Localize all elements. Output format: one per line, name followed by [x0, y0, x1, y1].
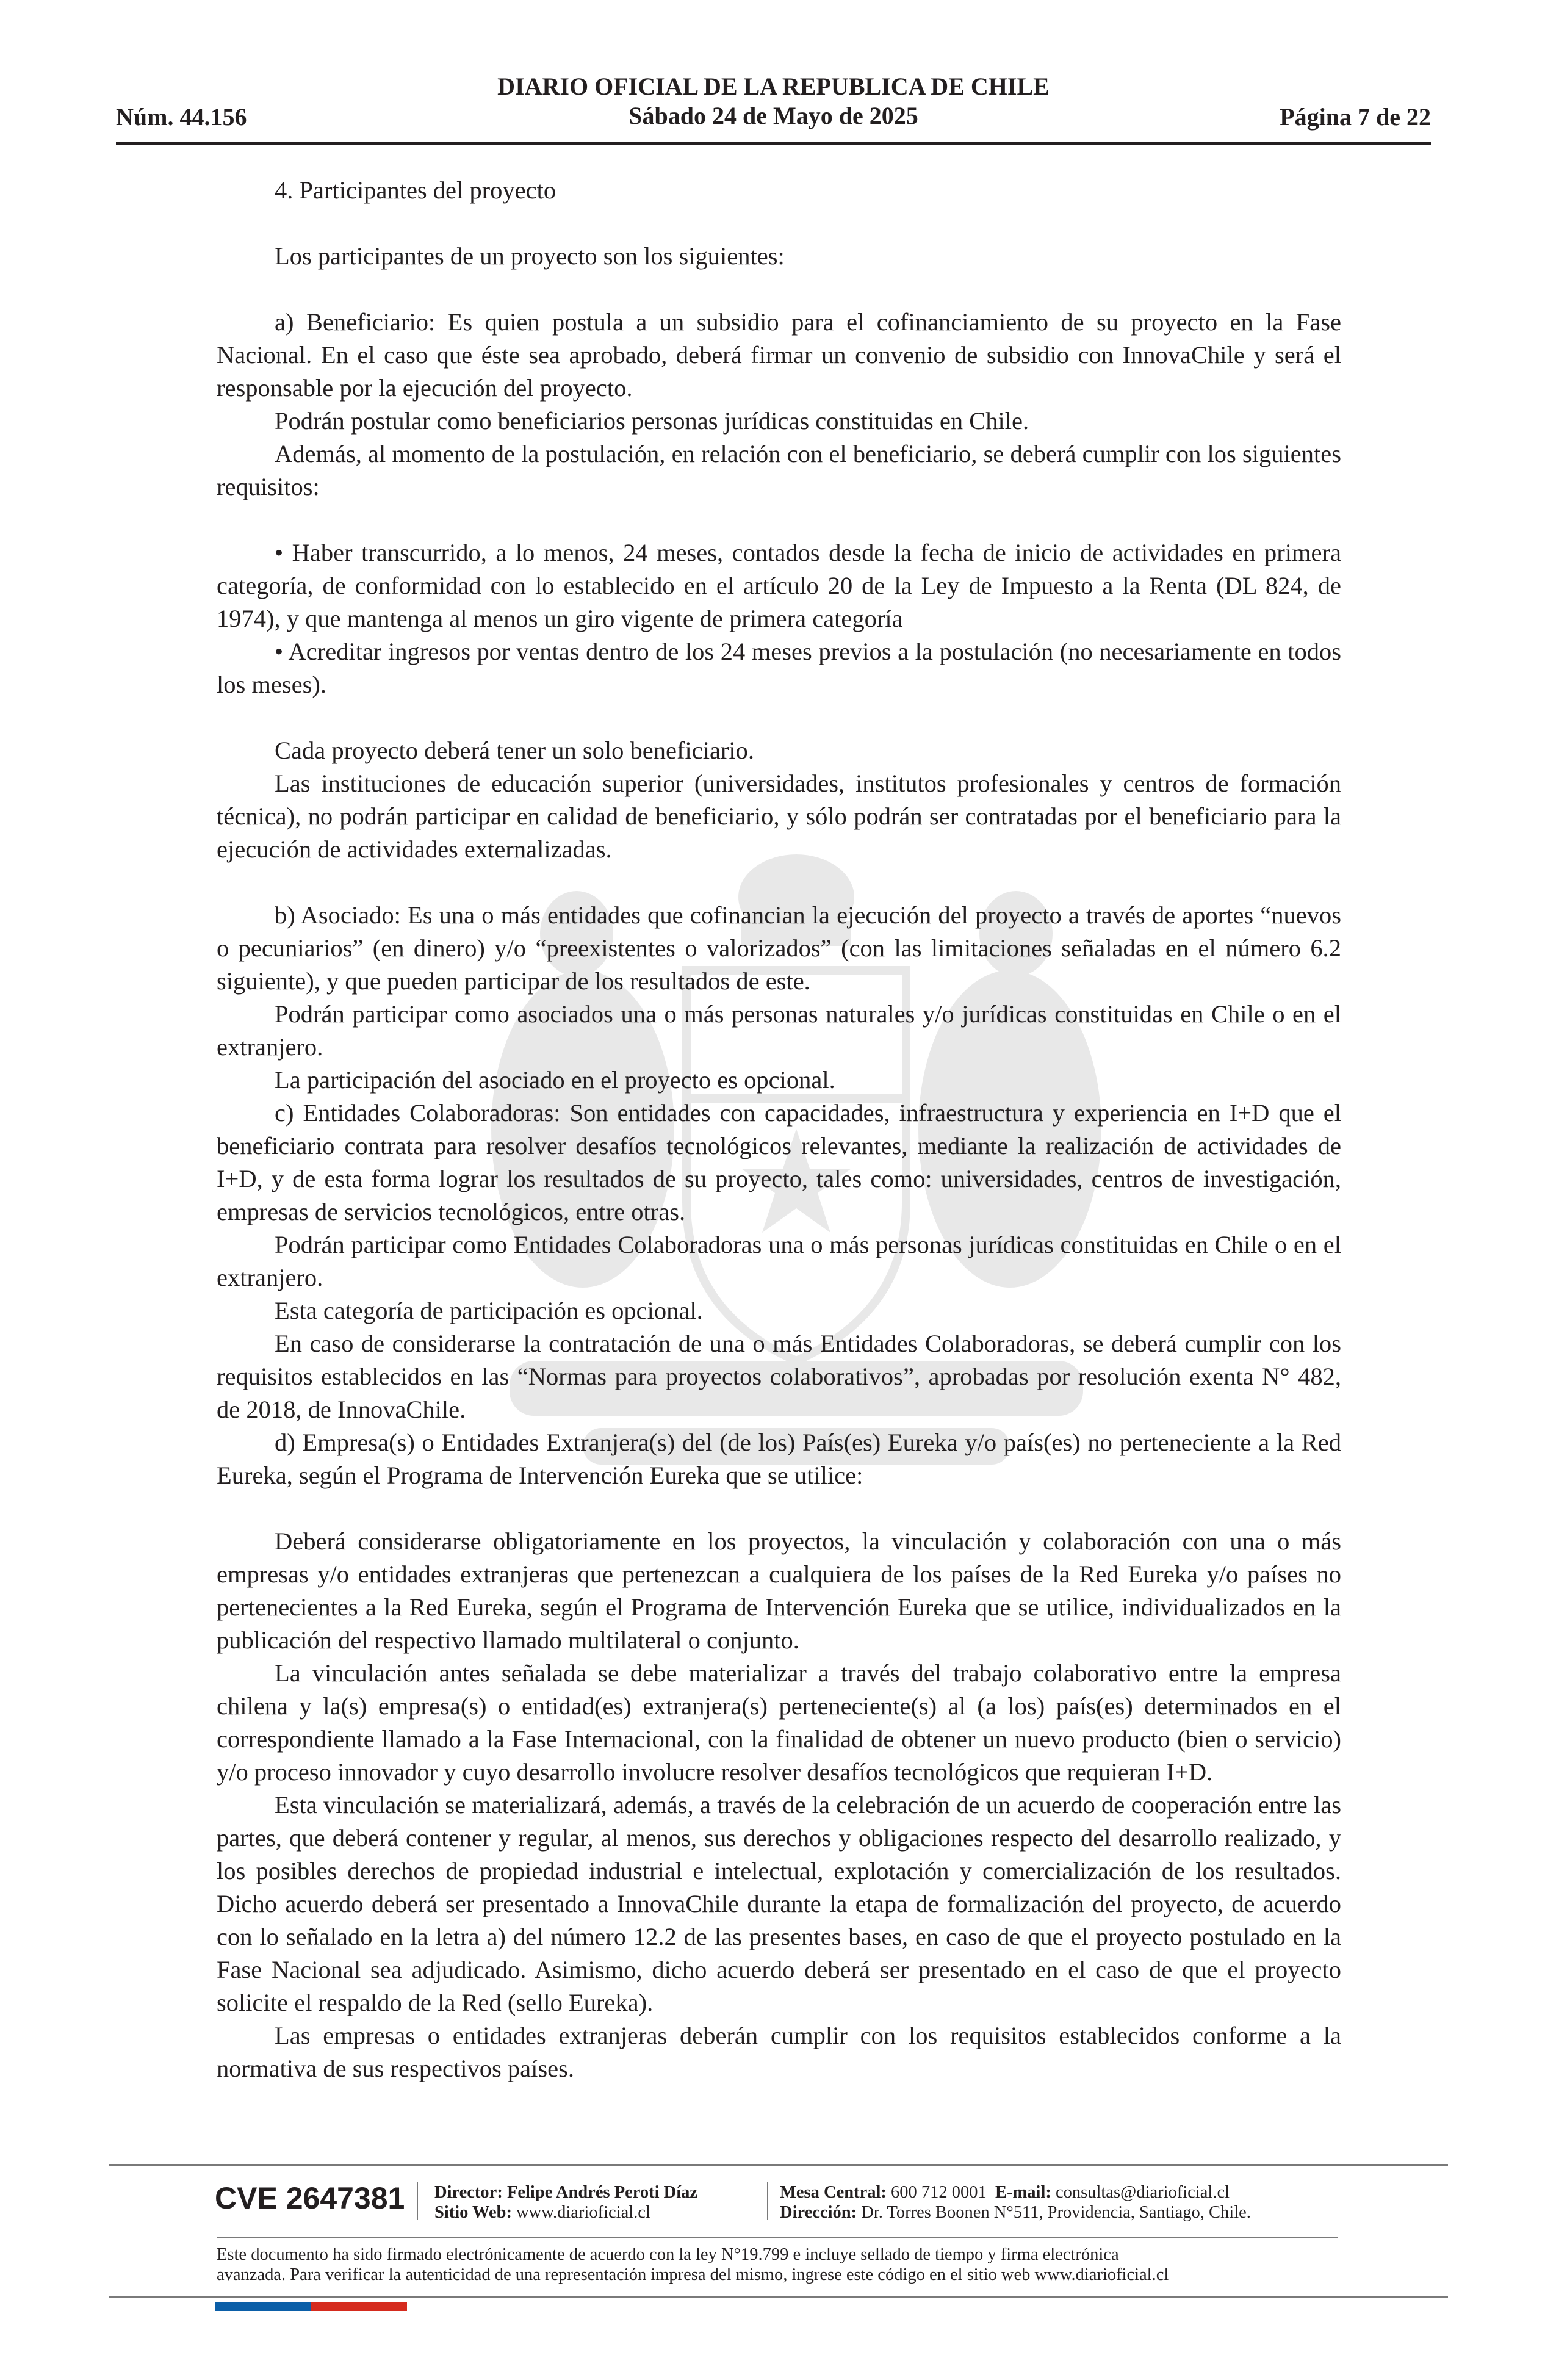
paragraph: c) Entidades Colaboradoras: Son entidades con capacidades, infraestructura y experiencia en I+D que el beneficiario contrata para resolver desafíos tecnológicos relevantes, mediante la realización de actividades de I+D, y de esta forma lograr los resultados de su proyecto, tales como: universidades, centros de investigación, empresas de servicios tecnológicos, entre otras.: [217, 1099, 1341, 1225]
footer-divider: [109, 2164, 1448, 2166]
paragraph: La participación del asociado en el proyecto es opcional.: [275, 1066, 835, 1094]
paragraph: Podrán postular como beneficiarios personas jurídicas constituidas en Chile.: [275, 407, 1029, 435]
website-link[interactable]: www.diarioficial.cl: [516, 2203, 650, 2222]
footer-divider: [109, 2296, 1448, 2298]
list-item: • Haber transcurrido, a lo menos, 24 meses, contados desde la fecha de inicio de actividades en primera categoría, de conformidad con lo establecido en el artículo 20 de la Ley de Impuesto a la Renta (DL 824, de 1974), y que mantenga al menos un giro vigente de primera categoría: [217, 539, 1341, 632]
contact-line: [780, 2182, 1251, 2202]
paragraph: La vinculación antes señalada se debe materializar a través del trabajo colaborativo entre la empresa chilena y la(s) empresa(s) o entidad(es) extranjera(s) perteneciente(s) al (a los) país(es) determinados en el correspondiente llamado a la Fase Internacional, con la finalidad de obtener un nuevo producto (bien o servicio) y/o proceso innovador y cuyo desarrollo involucre resolver desafíos tecnológicos que requieran I+D.: [217, 1659, 1341, 1786]
director-label: Director:: [434, 2183, 503, 2202]
footer-divider: [217, 2237, 1338, 2238]
legal-notice: [217, 2245, 1376, 2285]
footer-director-block: [434, 2182, 697, 2223]
document-body: [217, 174, 1341, 2085]
legal-line: avanzada. Para verificar la autenticidad de una representación impresa del mismo, ingrese este código en el sitio web www.diarioficial.cl: [217, 2265, 1169, 2284]
paragraph: Cada proyecto deberá tener un solo beneficiario.: [275, 737, 755, 764]
address-line: [780, 2202, 1251, 2223]
header-center: [116, 72, 1431, 131]
website-line: [434, 2202, 697, 2223]
footer-separator: [417, 2182, 418, 2220]
paragraph: Esta categoría de participación es opcional.: [275, 1297, 703, 1324]
phone-number: 600 712 0001: [891, 2183, 987, 2202]
paragraph: Las instituciones de educación superior (universidades, institutos profesionales y centros de formación técnica), no podrán participar en calidad de beneficiario, y sólo podrán ser contratadas por el beneficiario para la ejecución de actividades externalizadas.: [217, 770, 1341, 863]
header-divider: [116, 142, 1431, 145]
paragraph: Podrán participar como asociados una o más personas naturales y/o jurídicas constituidas en Chile o en el extranjero.: [217, 1000, 1341, 1061]
address-label: Dirección:: [780, 2203, 857, 2222]
paragraph: b) Asociado: Es una o más entidades que cofinancian la ejecución del proyecto a través de aportes “nuevos o pecuniarios” (en dinero) y/o “preexistentes o valorizados” (con las limitaciones señaladas en el número 6.2 siguiente), y que pueden participar de los resultados de este.: [217, 901, 1341, 995]
paragraph: Deberá considerarse obligatoriamente en los proyectos, la vinculación y colaboración con una o más empresas y/o entidades extranjeras que pertenezcan a cualquiera de los países de la Red Eureka y/o países no pertenecientes a la Red Eureka, según el Programa de Intervención Eureka que se utilice, individualizados en la publicación del respectivo llamado multilateral o conjunto.: [217, 1527, 1341, 1654]
issue-date: Sábado 24 de Mayo de 2025: [629, 102, 918, 129]
newspaper-title: DIARIO OFICIAL DE LA REPUBLICA DE CHILE: [497, 73, 1050, 100]
phone-label: Mesa Central:: [780, 2183, 887, 2202]
paragraph: Los participantes de un proyecto son los siguientes:: [275, 242, 785, 270]
cve-code: CVE 2647381: [215, 2181, 405, 2215]
address-value: Dr. Torres Boonen N°511, Providencia, Santiago, Chile.: [861, 2203, 1251, 2222]
footer-contact-block: [780, 2182, 1251, 2223]
paragraph: Podrán participar como Entidades Colaboradoras una o más personas jurídicas constituidas en Chile o en el extranjero.: [217, 1231, 1341, 1291]
email-label: E-mail:: [995, 2183, 1051, 2202]
paragraph: Las empresas o entidades extranjeras deberán cumplir con los requisitos establecidos conforme a la normativa de sus respectivos países.: [217, 2022, 1341, 2082]
paragraph: En caso de considerarse la contratación de una o más Entidades Colaboradoras, se deberá cumplir con los requisitos establecidos en las “Normas para proyectos colaborativos”, aprobadas por resolución exenta N° 482, de 2018, de InnovaChile.: [217, 1330, 1341, 1423]
paragraph: Además, al momento de la postulación, en relación con el beneficiario, se deberá cumplir con los siguientes requisitos:: [217, 440, 1341, 500]
page-number: Página 7 de 22: [1280, 103, 1431, 131]
legal-line: Este documento ha sido firmado electrónicamente de acuerdo con la ley N°19.799 e incluye sellado de tiempo y firma electrónica: [217, 2245, 1119, 2264]
flag-stripe-blue: [215, 2302, 311, 2311]
section-heading: 4. Participantes del proyecto: [275, 176, 556, 204]
paragraph: d) Empresa(s) o Entidades Extranjera(s) del (de los) País(es) Eureka y/o país(es) no perteneciente a la Red Eureka, según el Programa de Intervención Eureka que se utilice:: [217, 1429, 1341, 1489]
issue-number: Núm. 44.156: [116, 103, 247, 131]
page-header: [116, 72, 1431, 145]
flag-stripe-red: [311, 2302, 407, 2311]
email-link[interactable]: consultas@diarioficial.cl: [1055, 2183, 1230, 2202]
footer-separator: [767, 2182, 768, 2220]
list-item: • Acreditar ingresos por ventas dentro de los 24 meses previos a la postulación (no necesariamente en todos los meses).: [217, 638, 1341, 698]
paragraph: Esta vinculación se materializará, además, a través de la celebración de un acuerdo de cooperación entre las partes, que deberá contener y regular, al menos, sus derechos y obligaciones respecto del desarrollo realizado, y los posibles derechos de propiedad industrial e intelectual, explotación y comercialización de los resultados. Dicho acuerdo deberá ser presentado a InnovaChile durante la etapa de formalización del proyecto, de acuerdo con lo señalado en la letra a) del número 12.2 de las presentes bases, en caso de que el proyecto postulado en la Fase Nacional sea adjudicado. Asimismo, dicho acuerdo deberá ser presentado en el caso de que el proyecto solicite el respaldo de la Red (sello Eureka).: [217, 1791, 1341, 2016]
director-line: [434, 2182, 697, 2202]
paragraph: a) Beneficiario: Es quien postula a un subsidio para el cofinanciamiento de su proyecto en la Fase Nacional. En el caso que éste sea aprobado, deberá firmar un convenio de subsidio con InnovaChile y será el responsable por la ejecución del proyecto.: [217, 308, 1341, 402]
website-label: Sitio Web:: [434, 2203, 512, 2222]
director-name: Felipe Andrés Peroti Díaz: [506, 2183, 698, 2202]
